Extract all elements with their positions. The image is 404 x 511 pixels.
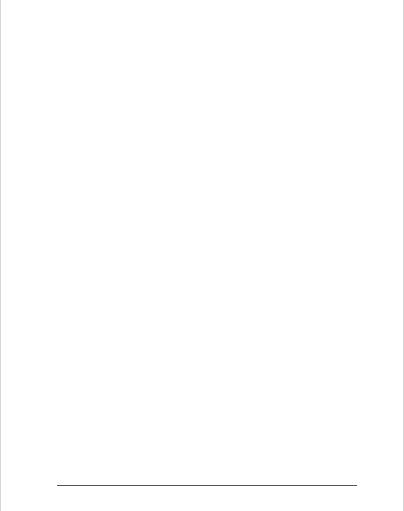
footer-line [57,485,357,486]
footer-divider [57,479,357,491]
